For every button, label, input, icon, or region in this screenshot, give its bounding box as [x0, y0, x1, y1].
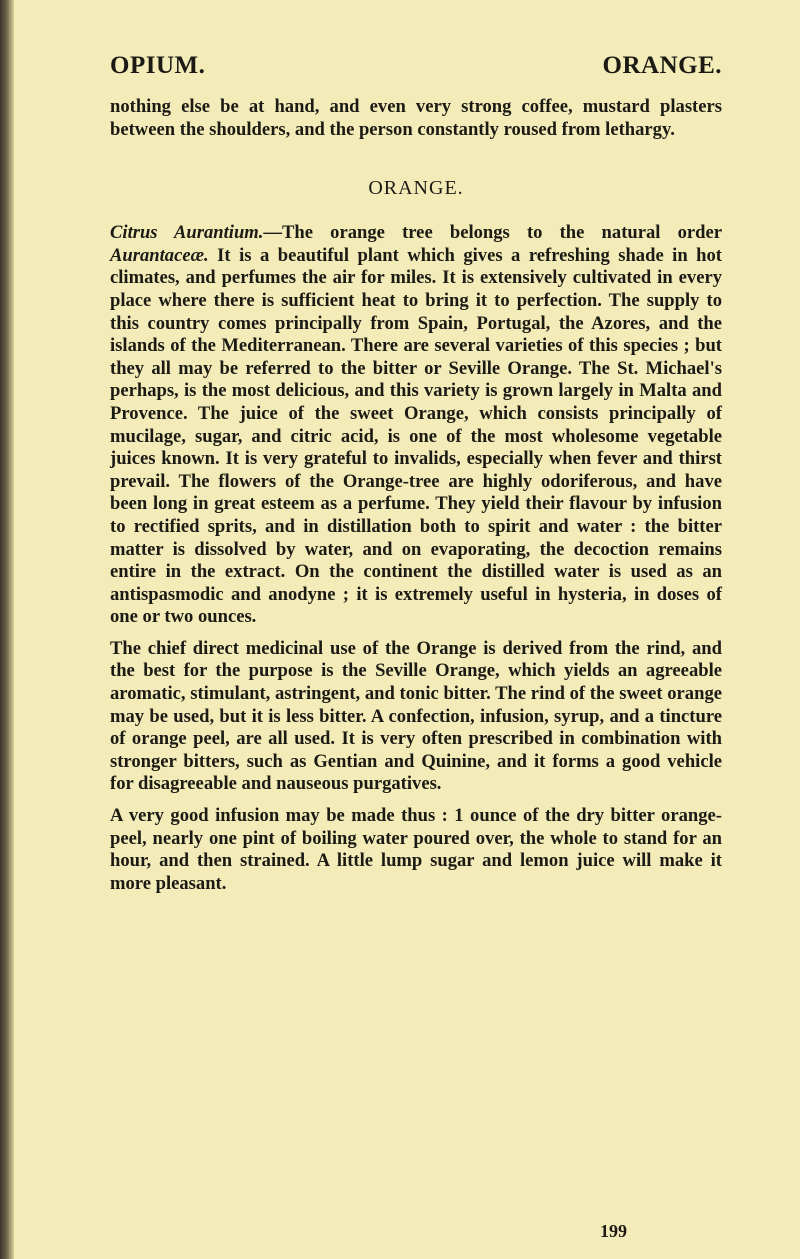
running-head	[110, 52, 722, 80]
running-head-right: ORANGE.	[602, 52, 722, 79]
paragraph-text-a: —The orange tree belongs to the natural order	[263, 222, 722, 244]
paragraph-medicinal-use: The chief direct medicinal use of the Orange is derived from the rind, and the best for the purpose is the Seville Orange, which yields an agreeable aromatic, stimulant, astringent, and tonic bitter. The rind of the sweet orange may be used, but it is less bitter. A confection, infusion, syrup, and a tincture of orange peel, are all used. It is very often prescribed in combination with stronger bitters, such as Gentian and Quinine, and it forms a good vehicle for disagreeable and nauseous purgatives.	[110, 637, 722, 795]
book-page	[110, 52, 722, 895]
running-head-left: OPIUM.	[110, 52, 206, 79]
paragraph-infusion: A very good infusion may be made thus : 1 ounce of the dry bitter orange-peel, nearly one pint of boiling water poured over, the whole to stand for an hour, and then strained. A little lump sugar and lemon juice will make it more pleasant.	[110, 805, 722, 894]
paragraph-text-b: It is a beautiful plant which gives a refreshing shade in hot climates, and perfumes the air for miles. It is extensively cultivated in every place where there is sufficient heat to bring it to perfection. The supply to this country comes principally from Spain, Portugal, the Azores, and the islands of the Mediterranean. There are several varieties of this species ; but they all may be referred to the bitter or Seville Orange. The St. Michael's perhaps, is the most delicious, and this variety is grown largely in Malta and Provence. The juice of the sweet Orange, which consists principally of mucilage, sugar, and citric acid, is one of the most wholesome vegetable juices known. It is very grateful to invalids, especially when fever and thirst prevail. The flowers of the Orange-tree are highly odoriferous, and have been long in great esteem as a perfume. They yield their flavour by infusion to rectified sprits, and in distillation both to spirit and water : the bitter matter is dissolved by water, and on evaporating, the decoction remains entire in the extract. On the continent the distilled water is used as an antispasmodic and anodyne ; it is extremely useful in hysteria, in doses of one or two ounces.	[110, 244, 722, 628]
page-number: 199	[600, 1221, 627, 1241]
section-title: ORANGE.	[368, 177, 464, 200]
paragraph-citrus-aurantium	[110, 222, 722, 629]
binding-edge	[0, 0, 14, 1259]
botanical-name: Citrus Aurantium.	[110, 222, 264, 244]
carryover-paragraph: nothing else be at hand, and even very strong coffee, mustard plasters between the shoulders, and the person constantly roused from lethargy.	[110, 96, 722, 140]
order-name: Aurantaceæ.	[110, 244, 209, 266]
